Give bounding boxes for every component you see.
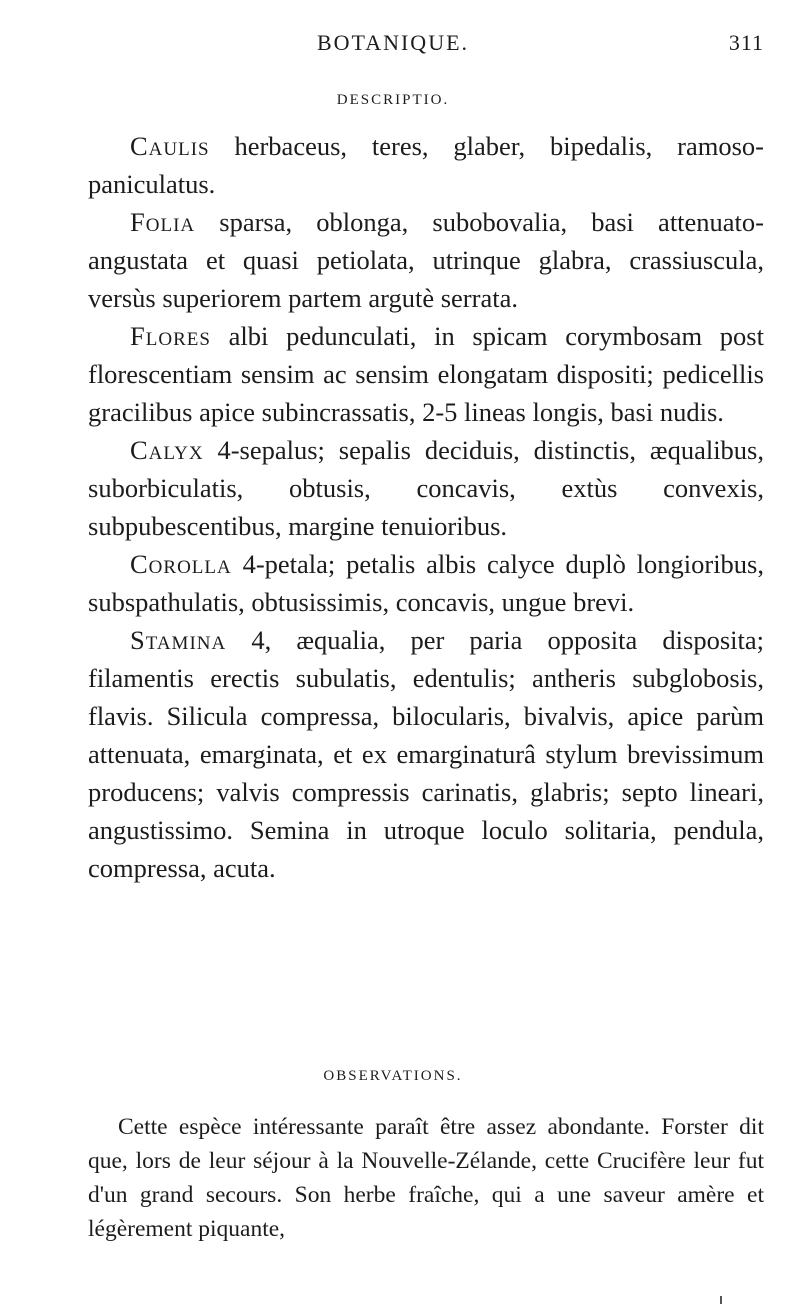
observations-paragraph: Cette espèce intéressante paraît être assez abondante. Forster dit que, lors de leur séjour à la Nouvelle-Zélande, cette Crucifère leur fut d'un grand secours. Son herbe fraîche, qui a une saveur amère et légèrement piquante, <box>88 1114 764 1242</box>
text-calyx: 4-sepalus; sepalis deciduis, distinctis, æqualibus, suborbiculatis, obtusis, concavis, extùs convexis, subpubescentibus, margine tenuioribus. <box>88 435 764 541</box>
term-folia: Folia <box>130 207 196 237</box>
text-corolla: 4-petala; petalis albis calyce duplò longioribus, subspathulatis, obtusissimis, concavis, ungue brevi. <box>88 549 764 617</box>
descriptio-body <box>88 127 764 887</box>
section-heading-descriptio: DESCRIPTIO. <box>336 92 450 108</box>
paragraph-flores <box>88 317 764 431</box>
paragraph-stamina <box>88 621 764 887</box>
text-folia: sparsa, oblonga, subobovalia, basi attenuato-angustata et quasi petiolata, utrinque glabra, crassiuscula, versùs superiorem partem argutè serrata. <box>88 207 764 313</box>
paragraph-folia <box>88 203 764 317</box>
term-corolla: Corolla <box>130 549 232 579</box>
paragraph-corolla <box>88 545 764 621</box>
observations-body <box>88 1110 764 1246</box>
paragraph-caulis <box>88 127 764 203</box>
running-title: BOTANIQUE. <box>316 30 470 55</box>
page-number: 311 <box>728 30 764 55</box>
text-caulis: herbaceus, teres, glaber, bipedalis, ramoso-paniculatus. <box>88 131 764 199</box>
text-flores: albi pedunculati, in spicam corymbosam post florescentiam sensim ac sensim elongatam dispositi; pedicellis gracilibus apice subincrassatis, 2-5 lineas longis, basi nudis. <box>88 321 764 427</box>
section-heading-observations: OBSERVATIONS. <box>323 1068 463 1084</box>
page-edge-mark <box>720 1296 722 1304</box>
term-calyx: Calyx <box>130 435 204 465</box>
term-caulis: Caulis <box>130 131 210 161</box>
paragraph-calyx <box>88 431 764 545</box>
term-stamina: Stamina <box>130 625 227 655</box>
term-flores: Flores <box>130 321 211 351</box>
text-stamina: 4, æqualia, per paria opposita disposita; filamentis erectis subulatis, edentulis; antheris subglobosis, flavis. Silicula compressa, bilocularis, bivalvis, apice parùm attenuata, emarginata, et ex emarginaturâ stylum brevissimum producens; valvis compressis carinatis, glabris; septo lineari, angustissimo. Semina in utroque loculo solitaria, pendula, compressa, acuta. <box>88 625 764 883</box>
